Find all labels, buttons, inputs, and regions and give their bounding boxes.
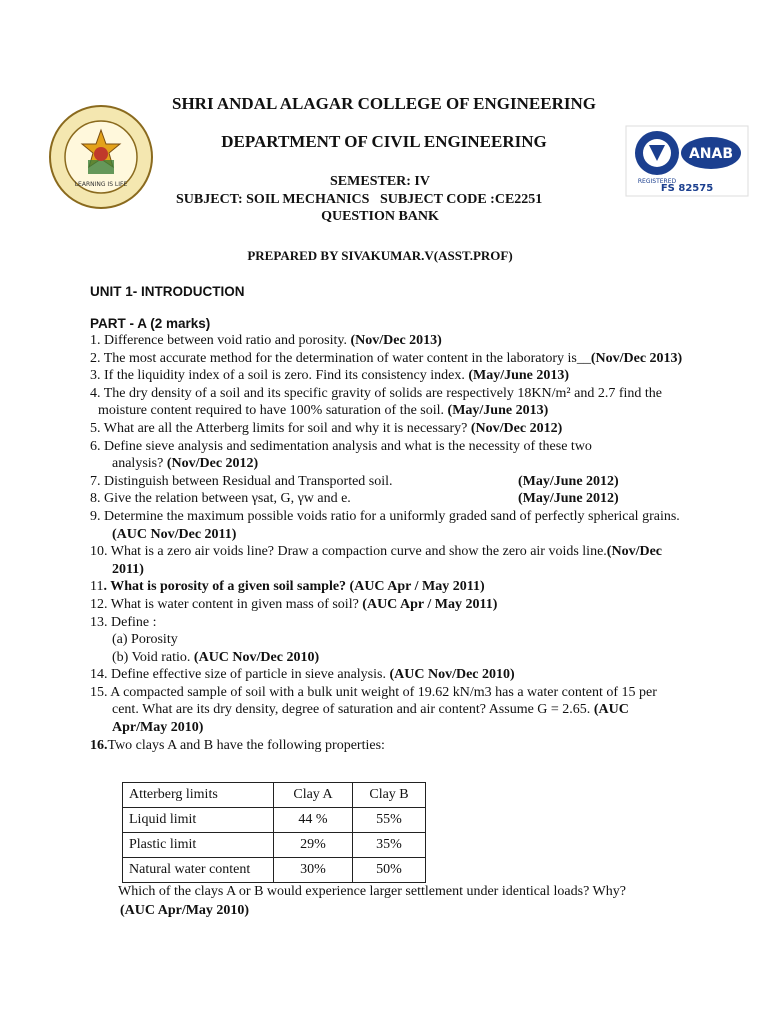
table-cell: 29% [274, 833, 353, 858]
table-row [123, 858, 426, 883]
table-row [123, 808, 426, 833]
table-cell: 50% [353, 858, 426, 883]
table-cell: 55% [353, 808, 426, 833]
question-15-ref: Apr/May 2010) [112, 720, 204, 736]
table-header-row [123, 783, 426, 808]
question-5: 5. What are all the Atterberg limits for soil and why it is necessary? (Nov/Dec 2012) [90, 420, 563, 436]
table-header: Atterberg limits [123, 783, 274, 808]
table-row [123, 833, 426, 858]
department-name: DEPARTMENT OF CIVIL ENGINEERING [221, 132, 547, 151]
question-6: 6. Define sieve analysis and sedimentation analysis and what is the necessity of these two [90, 438, 592, 454]
question-16-ref: (AUC Apr/May 2010) [120, 903, 250, 918]
question-7: 7. Distinguish between Residual and Transported soil. (May/June 2012) [90, 473, 619, 489]
college-logo [48, 104, 154, 210]
table-header: Clay B [353, 783, 426, 808]
registered-text: REGISTERED [637, 178, 677, 185]
question-12: 12. What is water content in given mass of soil? (AUC Apr / May 2011) [90, 596, 498, 612]
question-11: 11. What is porosity of a given soil sample? (AUC Apr / May 2011) [90, 579, 485, 595]
question-13a: (a) Porosity [112, 632, 178, 648]
question-13b: (b) Void ratio. (AUC Nov/Dec 2010) [112, 649, 320, 665]
table-header: Clay A [274, 783, 353, 808]
question-6-cont: analysis? (Nov/Dec 2012) [112, 456, 259, 472]
question-8: 8. Give the relation between γsat, G, γw and e. (May/June 2012) [90, 491, 619, 507]
question-list [90, 332, 740, 754]
question-10: 10. What is a zero air voids line? Draw a compaction curve and show the zero air voids line.(Nov/Dec [90, 544, 662, 560]
question-3: 3. If the liquidity index of a soil is zero. Find its consistency index. (May/June 2013) [90, 368, 570, 384]
unit-heading: UNIT 1- INTRODUCTION [90, 284, 245, 299]
question-4: 4. The dry density of a soil and its specific gravity of solids are respectively 18KN/m² and 2.7 find the [90, 385, 662, 401]
question-16-followup: Which of the clays A or B would experience larger settlement under identical loads? Why? [118, 884, 626, 899]
properties-table [122, 782, 426, 883]
svg-text:LEARNING IS LIFE: LEARNING IS LIFE [74, 181, 128, 188]
table-cell: Liquid limit [123, 808, 274, 833]
table-cell: 35% [353, 833, 426, 858]
table-cell: 44 % [274, 808, 353, 833]
fs-code: FS 82575 [660, 183, 714, 194]
question-4-cont: moisture content required to have 100% saturation of the soil. (May/June 2013) [98, 403, 549, 419]
question-bank-title: QUESTION BANK [321, 209, 439, 224]
question-14: 14. Define effective size of particle in sieve analysis. (AUC Nov/Dec 2010) [90, 667, 515, 683]
part-heading: PART - A (2 marks) [90, 316, 211, 331]
question-15: 15. A compacted sample of soil with a bulk unit weight of 19.62 kN/m3 has a water content of 15 per [90, 684, 657, 700]
question-10-cont: 2011) [112, 561, 144, 577]
question-13: 13. Define : [90, 614, 157, 630]
question-9-ref: (AUC Nov/Dec 2011) [112, 526, 237, 542]
question-16: 16.Two clays A and B have the following properties: [90, 737, 385, 753]
subject-line: SUBJECT: SOIL MECHANICS SUBJECT CODE :CE2251 [176, 192, 543, 207]
semester: SEMESTER: IV [330, 174, 430, 189]
table-cell: Natural water content [123, 858, 274, 883]
college-name: SHRI ANDAL ALAGAR COLLEGE OF ENGINEERING [172, 94, 596, 113]
anab-text: ANAB [688, 146, 734, 162]
question-2: 2. The most accurate method for the determination of water content in the laboratory is__(Nov/Dec 2013) [90, 350, 683, 366]
table-cell: 30% [274, 858, 353, 883]
question-9: 9. Determine the maximum possible voids ratio for a uniformly graded sand of perfectly spherical grains. [90, 508, 680, 524]
question-15-cont: cent. What are its dry density, degree of saturation and air content? Assume G = 2.65. (AUC [112, 702, 629, 718]
table-cell: Plastic limit [123, 833, 274, 858]
prepared-by: PREPARED BY SIVAKUMAR.V(ASST.PROF) [247, 248, 513, 263]
question-1: 1. Difference between void ratio and porosity. (Nov/Dec 2013) [90, 333, 442, 348]
